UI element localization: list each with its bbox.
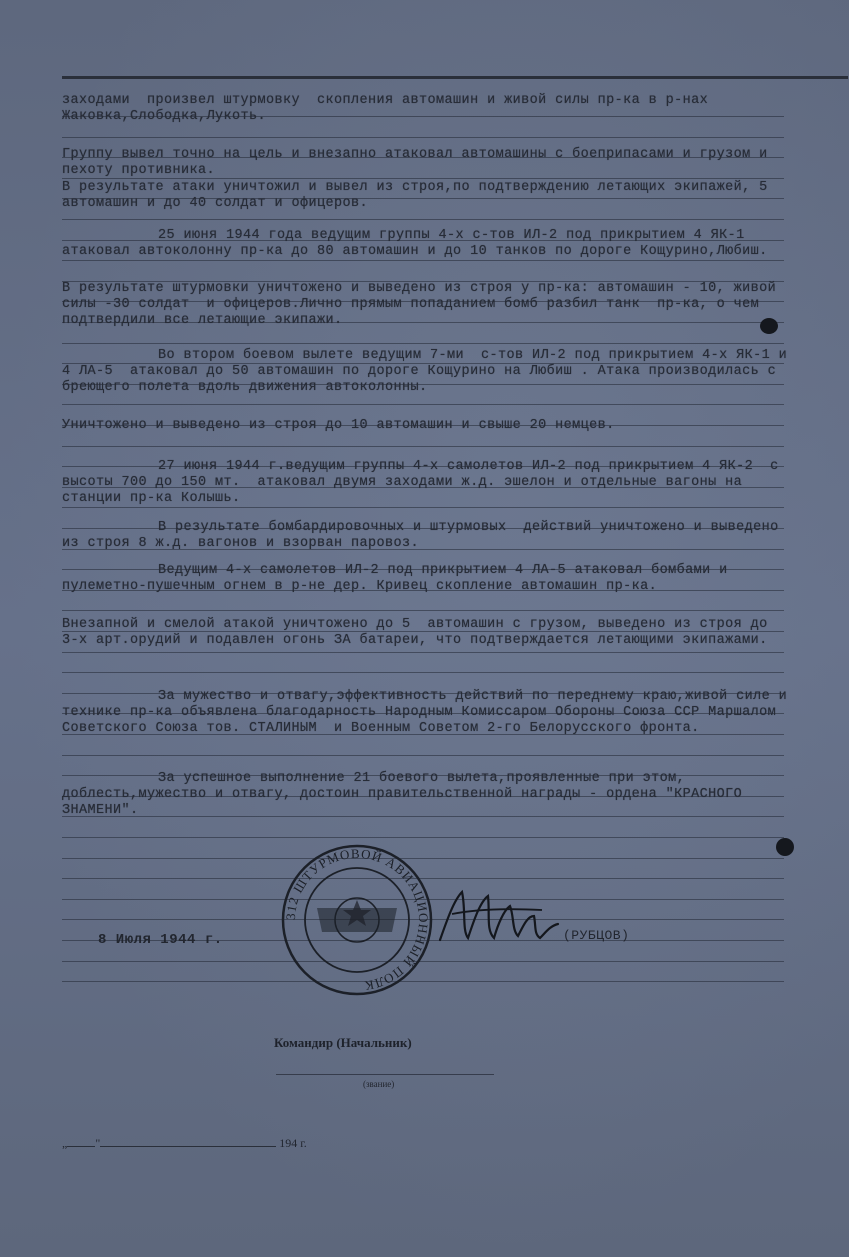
ruled-line	[62, 837, 784, 838]
stamp-text: 312 ШТУРМОВОЙ АВИАЦИОННЫЙ ПОЛК	[282, 845, 432, 994]
ruled-line	[62, 404, 784, 405]
ruled-line	[62, 755, 784, 756]
ruled-line	[62, 219, 784, 220]
ruled-line	[62, 343, 784, 344]
paragraph-1: заходами произвел штурмовку скопления автомашин и живой силы пр-ка в р-нах Жаковка,Слободка,Лукоть.	[62, 93, 717, 124]
punch-hole-top	[760, 318, 778, 334]
paragraph-13: За успешное выполнение 21 боевого вылета,проявленные при этом, доблесть,мужество и отвагу, достоин правительственной награды - ордена "КРАСНОГО ЗНАМЕНИ".	[62, 771, 751, 818]
ruled-line	[62, 652, 784, 653]
regiment-stamp	[272, 840, 442, 1000]
paragraph-6: Во втором боевом вылете ведущим 7-ми с-тов ИЛ-2 под прикрытием 4-х ЯК-1 и 4 ЛА-5 атаковал до 50 автомашин по дороге Кощурино на Любиш . Атака производилась с бреющего полета вдоль движения автоколонны.	[62, 348, 796, 395]
commander-label: Командир (Начальник)	[274, 1035, 412, 1050]
rank-line	[276, 1074, 494, 1075]
paragraph-11: Внезапной и смелой атакой уничтожено до 5 автомашин с грузом, выведено из строя до 3-х арт.орудий и подавлен огонь ЗА батареи, что подтверждается летающими экипажами.	[62, 617, 777, 648]
form-date-line	[62, 1136, 307, 1151]
month-blank	[100, 1146, 276, 1147]
day-blank	[67, 1146, 95, 1147]
punch-hole-bottom	[776, 838, 794, 856]
paragraph-12: За мужество и отвагу,эффективность действий по переднему краю,живой силе и технике пр-ка объявлена благодарность Народным Комиссаром Обороны Союза ССР Маршалом Советского Союза тов. СТАЛИНЫМ и Военным Советом 2-го Белорусского фронта.	[62, 689, 796, 736]
paragraph-8: 27 июня 1944 г.ведущим группы 4-х самолетов ИЛ-2 под прикрытием 4 ЯК-2 с высоты 700 до 150 мт. атаковал двумя заходами ж.д. эшелон и отдельные вагоны на станции пр-ка Колышь.	[62, 459, 788, 506]
top-border-line	[62, 76, 848, 79]
date-close-quote: "	[95, 1136, 101, 1150]
paragraph-5: В результате штурмовки уничтожено и выведено из строя у пр-ка: автомашин - 10, живой силы -30 солдат и офицеров.Лично прямым попаданием бомб разбил танк пр-ка, о чем подтвердили все летающие экипажи.	[62, 281, 785, 328]
ruled-line	[62, 446, 784, 447]
paragraph-2: Группу вывел точно на цель и внезапно атаковал автомашины с боеприпасами и грузом и пехоту противника.	[62, 147, 777, 178]
year-label: 194	[279, 1136, 298, 1150]
ruled-line	[62, 610, 784, 611]
ruled-line	[62, 672, 784, 673]
signature-date: 8 Июля 1944 г.	[98, 932, 223, 948]
rank-caption: (звание)	[363, 1079, 395, 1089]
paragraph-9: В результате бомбардировочных и штурмовых действий уничтожено и выведено из строя 8 ж.д. вагонов и взорван паровоз.	[62, 520, 788, 551]
paragraph-7: Уничтожено и выведено из строя до 10 автомашин и свыше 20 немцев.	[62, 418, 615, 433]
paragraph-4: 25 июня 1944 года ведущим группы 4-х с-тов ИЛ-2 под прикрытием 4 ЯК-1 атаковал автоколонну пр-ка до 80 автомашин и до 10 танков по дороге Кощурино,Любиш.	[62, 228, 768, 259]
year-suffix: г.	[300, 1136, 307, 1150]
ruled-line	[62, 260, 784, 261]
paragraph-3: В результате атаки уничтожил и вывел из строя,по подтверждению летающих экипажей, 5 автомашин и до 40 солдат и офицеров.	[62, 180, 777, 211]
signer-name: (РУБЦОВ)	[563, 928, 630, 943]
ruled-line	[62, 137, 784, 138]
ruled-line	[62, 507, 784, 508]
date-open-quote: „	[62, 1136, 68, 1150]
handwritten-signature	[432, 880, 572, 950]
paragraph-10: Ведущим 4-х самолетов ИЛ-2 под прикрытием 4 ЛА-5 атаковал бомбами и пулеметно-пушечным огнем в р-не дер. Кривец скопление автомашин пр-ка.	[62, 563, 737, 594]
